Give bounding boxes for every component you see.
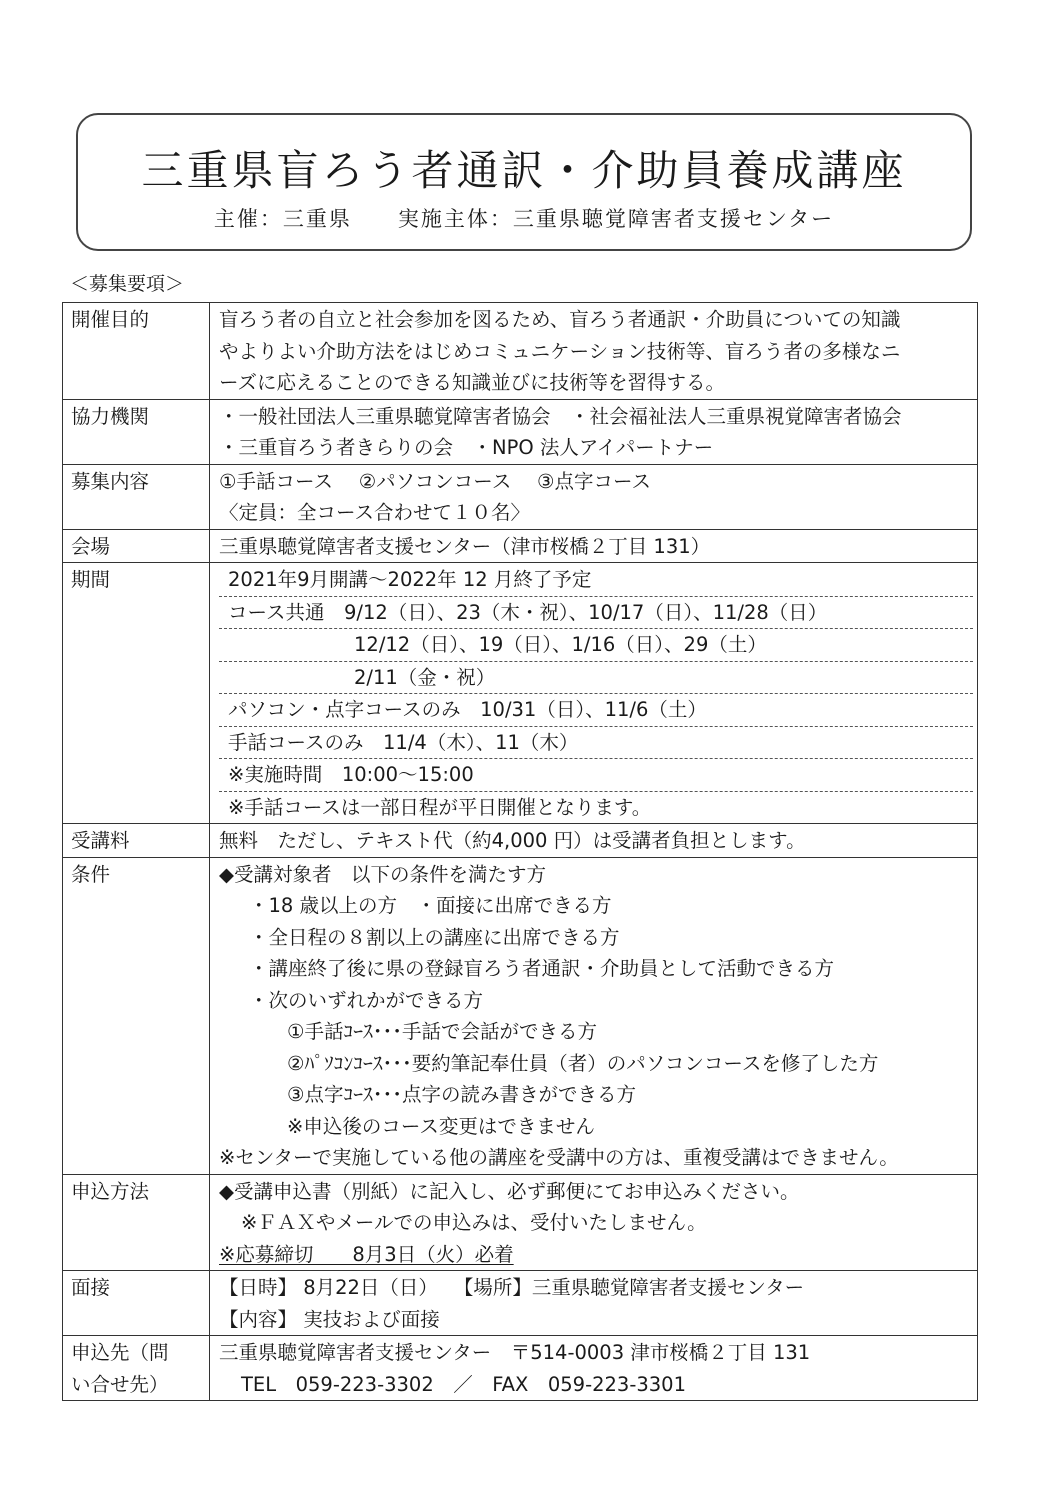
row-purpose [63,303,978,400]
row-content [210,529,978,563]
text-line: 無料 ただし、テキスト代（約4,000 円）は受講者負担とします。 [219,829,806,852]
row-content [210,857,978,1174]
text-line: ①手話コース ②パソコンコース ③点字コース [219,469,652,493]
text-line: ※実施時間 10:00～15:00 [219,758,973,791]
row-label: 受講料 [63,824,210,858]
text-line: ・全日程の８割以上の講座に出席できる方 [249,925,620,949]
row-contact [63,1336,978,1401]
organizer: 実施主体：三重県聴覚障害者支援センター [397,207,835,231]
text-line: ※ＦＡＸやメールでの申込みは、受付いたしません。 [241,1211,707,1234]
text-line: ③点字ｺｰｽ･･･点字の読み書きができる方 [287,1083,636,1106]
row-content [210,1271,978,1336]
row-content [210,399,978,464]
row-period [63,563,978,824]
text-line: ※センターで実施している他の講座を受講中の方は、重複受講はできません。 [219,1146,899,1169]
text-line: コース共通 9/12（日）、23（木・祝）、10/17（日）、11/28（日） [219,596,973,629]
text-line: TEL 059-223-3302 ／ FAX 059-223-3301 [241,1372,686,1396]
row-courses [63,464,978,529]
row-cooperation [63,399,978,464]
text-line: ・三重盲ろう者きらりの会 ・NPO 法人アイパートナー [219,436,714,459]
row-content [210,563,978,824]
section-label: ＜募集要項＞ [70,273,185,295]
page-title: 三重県盲ろう者通訳・介助員養成講座 [141,146,907,195]
row-label: 募集内容 [63,464,210,529]
text-line: ※手話コースは一部日程が平日開催となります。 [219,791,973,824]
row-fee [63,824,978,858]
row-content [210,1174,978,1271]
row-label: 会場 [63,529,210,563]
text-line: やよりよい介助方法をはじめコミュニケーション技術等、盲ろう者の多様なニ [219,339,901,363]
row-label: 開催目的 [63,303,210,400]
row-application [63,1174,978,1271]
row-conditions [63,857,978,1174]
text-line: 三重県聴覚障害者支援センター 〒514-0003 津市桜橋２丁目 131 [219,1341,811,1364]
text-line: 【内容】 実技および面接 [219,1307,440,1331]
text-line: ※申込後のコース変更はできません [287,1114,595,1138]
requirements-table [62,302,978,1401]
text-line: 【日時】 8月22日（日） 【場所】三重県聴覚障害者支援センター [219,1276,805,1299]
row-interview [63,1271,978,1336]
row-label: 協力機関 [63,399,210,464]
row-venue [63,529,978,563]
text-line: ・18 歳以上の方 ・面接に出席できる方 [249,894,612,917]
text-line: ・次のいずれかができる方 [249,988,484,1012]
text-line: 2/11（金・祝） [219,661,973,694]
title-box [76,113,972,251]
text-line: ・講座終了後に県の登録盲ろう者通訳・介助員として活動できる方 [249,957,835,980]
row-label: 期間 [63,563,210,824]
label-line: 申込先（問 [71,1341,169,1364]
row-label: 申込方法 [63,1174,210,1271]
text-line: ①手話ｺｰｽ･･･手話で会話ができる方 [287,1020,597,1043]
text-line: ②ﾊﾟｿｺﾝｺｰｽ･･･要約筆記奉仕員（者）のパソコンコースを修了した方 [287,1051,879,1075]
text-line: ・一般社団法人三重県聴覚障害者協会 ・社会福祉法人三重県視覚障害者協会 [219,404,902,428]
subtitle [78,205,970,233]
row-content [210,303,978,400]
row-content [210,464,978,529]
text-line: ◆受講対象者 以下の条件を満たす方 [219,862,546,886]
row-content [210,1336,978,1401]
text-line: 〈定員：全コース合わせて１０名〉 [219,501,531,524]
text-line: ーズに応えることのできる知識並びに技術等を習得する。 [219,371,726,394]
text-line: 盲ろう者の自立と社会参加を図るため、盲ろう者通訳・介助員についての知識 [219,308,901,331]
row-content [210,824,978,858]
row-label: 条件 [63,857,210,1174]
text-line: 三重県聴覚障害者支援センター（津市桜橋２丁目 131） [219,534,711,558]
label-line: い合せ先） [71,1372,169,1396]
text-line: パソコン・点字コースのみ 10/31（日）、11/6（土） [219,693,973,726]
text-line: 2021年9月開講～2022年 12 月終了予定 [228,568,592,591]
text-line: 手話コースのみ 11/4（木）、11（木） [219,726,973,759]
host: 主催：三重県 [213,207,352,231]
deadline-text: ※応募締切 8月3日（火）必着 [219,1242,514,1266]
text-line: 12/12（日）、19（日）、1/16（日）、29（土） [219,628,973,661]
text-line: ◆受講申込書（別紙）に記入し、必ず郵便にてお申込みください。 [219,1179,800,1203]
row-label: 面接 [63,1271,210,1336]
row-label [63,1336,210,1401]
